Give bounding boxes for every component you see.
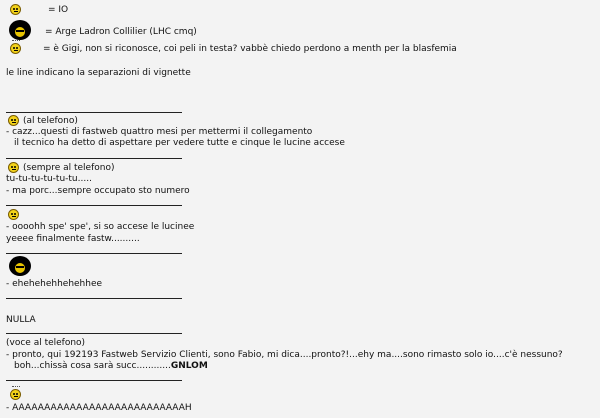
panel-separator xyxy=(6,333,182,334)
panel6-line2-wrap xyxy=(14,361,208,372)
panel2-line2: - ma porc...sempre occupato sto numero xyxy=(6,186,190,196)
smiley-icon xyxy=(8,115,19,126)
hairy-smiley-icon xyxy=(10,43,21,54)
afro-smiley-icon xyxy=(9,256,31,276)
panel1-line2: il tecnico ha detto di aspettare per vedere tutte e cinque le lucine accese xyxy=(14,138,345,148)
panel-separator xyxy=(6,158,182,159)
panel-separator xyxy=(6,112,182,113)
panel6-line1: - pronto, qui 192193 Fastweb Servizio Clienti, sono Fabio, mi dica....pronto?!...ehy ma....sono rimasto solo io....c'è nessuno? xyxy=(6,350,563,360)
legend-gigi: = è Gigi, non si riconosce, coi peli in testa? vabbè chiedo perdono a menth per la blasfemia xyxy=(43,44,457,54)
panel-separator xyxy=(6,298,182,299)
hairy-smiley-icon xyxy=(10,389,21,400)
panel2-line1: tu-tu-tu-tu-tu-tu..... xyxy=(6,174,92,184)
panel1-caption: (al telefono) xyxy=(23,116,78,126)
panel3-line1: - oooohh spe' spe', si so accese le lucinee xyxy=(6,222,195,232)
panel6-gnlom: GNLOM xyxy=(170,361,208,371)
panel3-line2: yeeee finalmente fastw.......... xyxy=(6,234,140,244)
panel7-line1: - AAAAAAAAAAAAAAAAAAAAAAAAAAAH xyxy=(6,403,192,413)
panel1-line1: - cazz...questi di fastweb quattro mesi per mettermi il collegamento xyxy=(6,127,313,137)
afro-smiley-icon xyxy=(9,20,31,40)
panel5-line1: NULLA xyxy=(6,315,36,325)
panel6-line2: boh...chissà cosa sarà succ............ xyxy=(14,361,171,371)
legend-io: = IO xyxy=(48,5,69,15)
panel-separator xyxy=(6,380,182,381)
intro-text: le line indicano la separazioni di vignette xyxy=(6,68,191,78)
panel2-caption: (sempre al telefono) xyxy=(23,163,115,173)
legend-arge: = Arge Ladron Collilier (LHC cmq) xyxy=(45,27,197,37)
panel4-line1: - ehehehehhehehhee xyxy=(6,279,103,289)
smiley-icon xyxy=(8,209,19,220)
smiley-icon xyxy=(10,4,21,15)
panel-separator xyxy=(6,253,182,254)
panel-separator xyxy=(6,205,182,206)
smiley-icon xyxy=(8,162,19,173)
panel6-caption: (voce al telefono) xyxy=(6,338,86,348)
